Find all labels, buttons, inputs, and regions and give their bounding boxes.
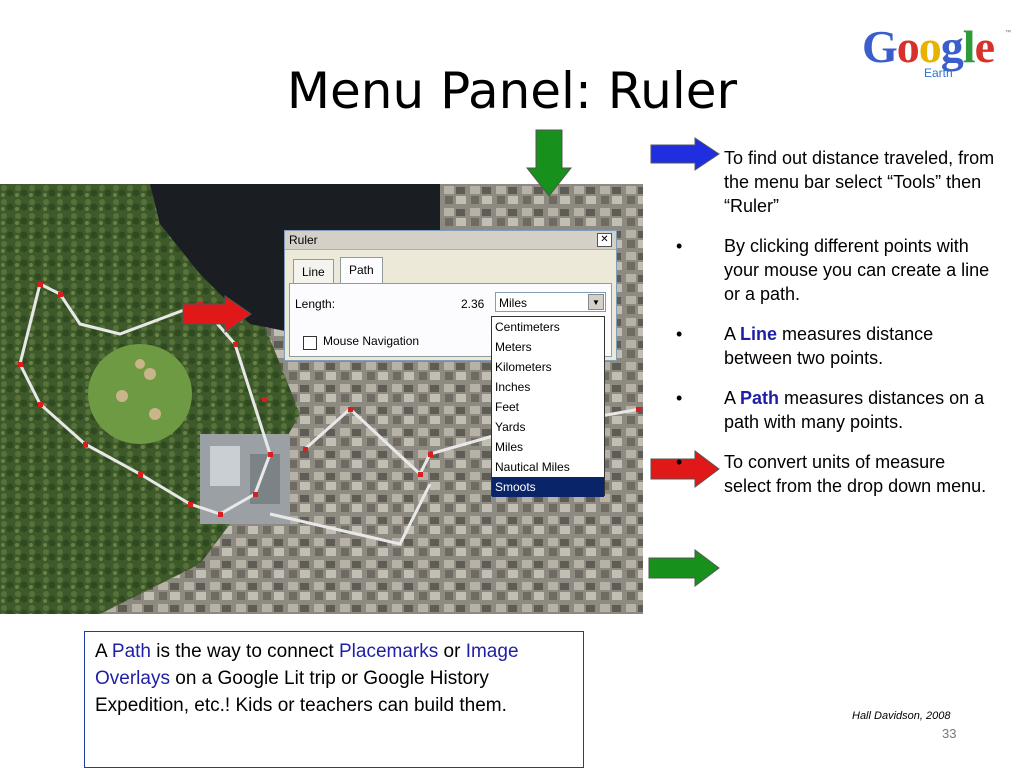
- length-value: 2.36: [461, 297, 485, 311]
- mouse-navigation-checkbox[interactable]: [303, 336, 317, 350]
- red-right-arrow-icon: [181, 294, 253, 334]
- unit-option-nautical-miles[interactable]: Nautical Miles: [495, 460, 570, 474]
- logo-wordmark: [862, 21, 1012, 72]
- unit-dropdown-value: Miles: [499, 296, 528, 310]
- green-right-arrow-icon: [647, 548, 721, 588]
- image-overlays-link: Image Overlays: [95, 641, 519, 689]
- tab-line[interactable]: Line: [293, 259, 334, 284]
- logo-letter: o: [918, 21, 941, 72]
- tab-path[interactable]: Path: [340, 257, 383, 284]
- unit-dropdown[interactable]: [495, 292, 606, 312]
- bullet-item: • A Path measures distances on a path with many points.: [676, 388, 985, 432]
- keyword-line: Line: [740, 324, 778, 344]
- chevron-down-icon[interactable]: ▼: [588, 294, 604, 310]
- bullet-marker: •: [676, 236, 683, 256]
- length-label: Length:: [295, 297, 336, 311]
- logo-letter: l: [962, 21, 975, 72]
- logo-trademark: ™: [1005, 30, 1011, 36]
- keyword-path: Path: [740, 388, 780, 408]
- bullet-item: • A Line measures distance between two points.: [676, 324, 934, 368]
- mouse-navigation-label: Mouse Navigation: [323, 334, 420, 348]
- bullet-marker: •: [676, 388, 683, 408]
- slide-title: Menu Panel: Ruler: [286, 62, 738, 120]
- unit-option-inches[interactable]: Inches: [495, 380, 531, 394]
- close-icon[interactable]: ✕: [597, 233, 612, 247]
- bullet-intro: To find out distance traveled, from the menu bar select “Tools” then “Ruler”: [724, 148, 995, 216]
- logo-letter: e: [974, 21, 994, 72]
- bullet-marker: •: [676, 452, 683, 472]
- placemarks-link: Placemarks: [339, 641, 439, 662]
- unit-option-yards[interactable]: Yards: [495, 420, 526, 434]
- unit-option-meters[interactable]: Meters: [495, 340, 532, 354]
- green-down-arrow-icon: [526, 128, 572, 198]
- bullet-item: • By clicking different points with your mouse you can create a line or a path.: [676, 236, 990, 304]
- unit-option-feet[interactable]: Feet: [495, 400, 520, 414]
- path-definition-box: A Path is the way to connect Placemarks or Image Overlays on a Google Lit trip or Google History Expedition, etc.! Kids or teachers can build them.: [84, 631, 584, 768]
- logo-letter: o: [896, 21, 919, 72]
- path-link: Path: [111, 641, 151, 662]
- bullet-item: • To convert units of measure select from the drop down menu.: [676, 452, 987, 496]
- unit-option-miles[interactable]: Miles: [495, 440, 524, 454]
- unit-options-list: [491, 316, 605, 496]
- google-earth-logo: [862, 21, 1012, 82]
- unit-option-centimeters[interactable]: Centimeters: [495, 320, 560, 334]
- ruler-titlebar: [285, 231, 616, 250]
- unit-option-smoots[interactable]: Smoots: [492, 477, 604, 497]
- logo-letter: G: [862, 21, 897, 72]
- logo-letter: g: [940, 21, 963, 72]
- bullet-list: [676, 146, 996, 514]
- logo-earth-label: Earth: [924, 66, 953, 80]
- bullet-marker: •: [676, 324, 683, 344]
- ruler-title: Ruler: [289, 233, 318, 247]
- author-credit: Hall Davidson, 2008: [852, 710, 951, 722]
- unit-option-kilometers[interactable]: Kilometers: [495, 360, 552, 374]
- page-number: 33: [942, 726, 957, 741]
